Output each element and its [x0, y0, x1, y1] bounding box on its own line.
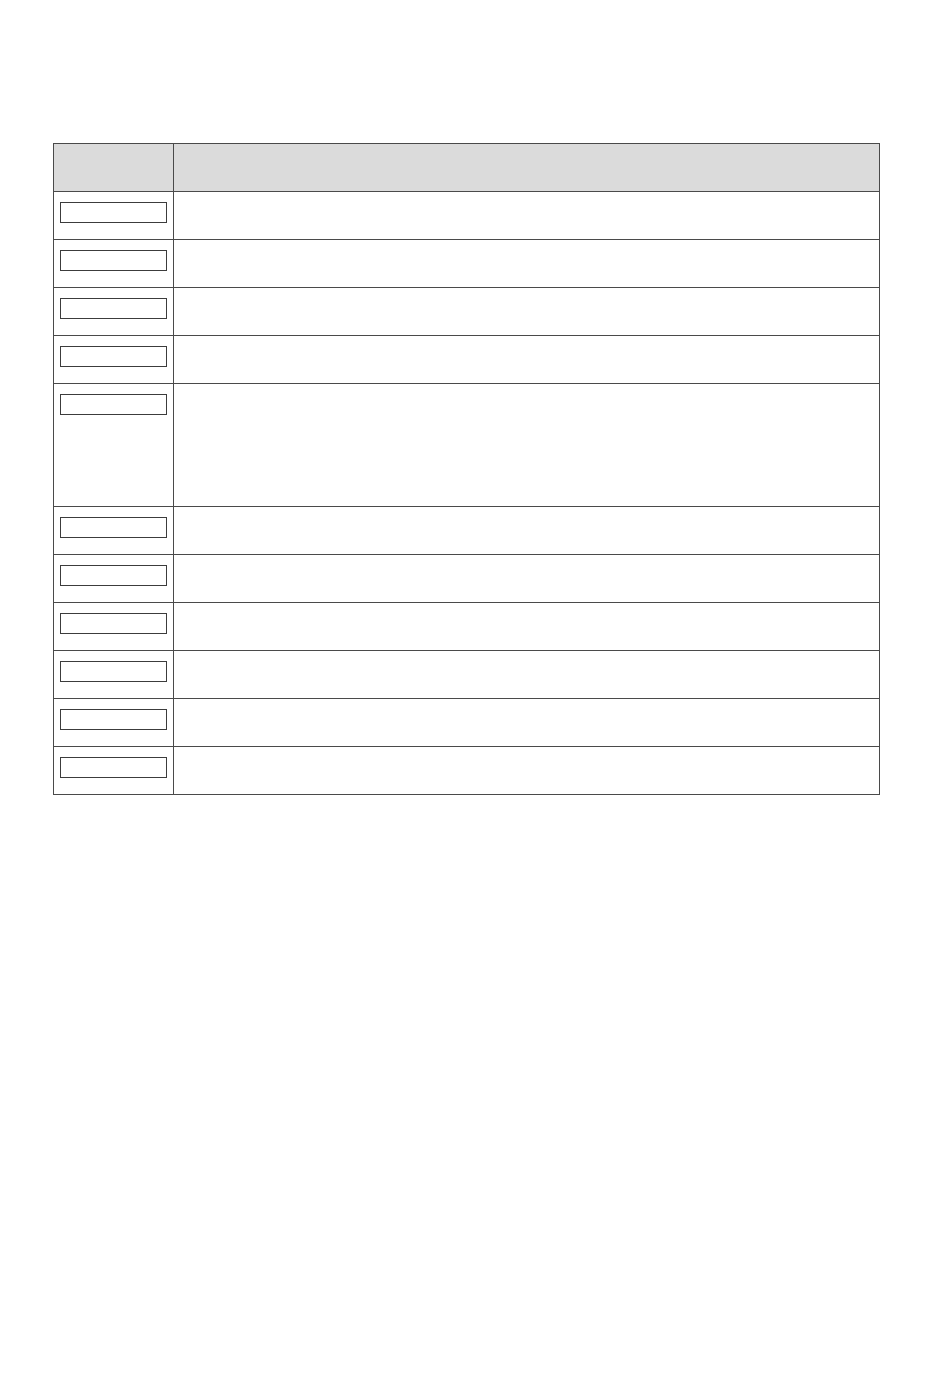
description-cell	[174, 384, 880, 507]
key-box	[60, 709, 167, 730]
description-text	[174, 240, 879, 254]
key-box	[60, 517, 167, 538]
description-text	[174, 384, 879, 398]
key-box	[60, 565, 167, 586]
table-header-row	[54, 144, 880, 192]
table-row	[54, 240, 880, 288]
description-cell	[174, 555, 880, 603]
table-row	[54, 555, 880, 603]
key-box	[60, 394, 167, 415]
key-cell	[54, 240, 174, 288]
key-cell	[54, 555, 174, 603]
description-text	[174, 192, 879, 206]
description-text	[174, 603, 879, 617]
key-cell	[54, 507, 174, 555]
key-cell	[54, 288, 174, 336]
column-header-key	[54, 144, 174, 192]
description-text	[174, 699, 879, 713]
description-cell	[174, 240, 880, 288]
key-cell	[54, 192, 174, 240]
key-box	[60, 346, 167, 367]
description-cell	[174, 288, 880, 336]
table-row	[54, 507, 880, 555]
column-header-key-label	[54, 144, 173, 158]
key-box	[60, 202, 167, 223]
key-box	[60, 613, 167, 634]
description-text	[174, 507, 879, 521]
description-cell	[174, 336, 880, 384]
key-cell	[54, 651, 174, 699]
description-cell	[174, 192, 880, 240]
key-box	[60, 661, 167, 682]
table-row	[54, 336, 880, 384]
table-row	[54, 384, 880, 507]
reference-table	[53, 143, 880, 795]
key-cell	[54, 336, 174, 384]
key-cell	[54, 747, 174, 795]
description-text	[174, 651, 879, 665]
key-cell	[54, 384, 174, 507]
table-row	[54, 651, 880, 699]
description-text	[174, 747, 879, 761]
table-row	[54, 699, 880, 747]
table-row	[54, 192, 880, 240]
key-box	[60, 298, 167, 319]
table-row	[54, 747, 880, 795]
key-cell	[54, 603, 174, 651]
description-cell	[174, 507, 880, 555]
column-header-description	[174, 144, 880, 192]
key-box	[60, 757, 167, 778]
description-cell	[174, 603, 880, 651]
description-cell	[174, 699, 880, 747]
key-box	[60, 250, 167, 271]
table-row	[54, 288, 880, 336]
key-cell	[54, 699, 174, 747]
table-row	[54, 603, 880, 651]
column-header-description-label	[174, 144, 879, 158]
description-text	[174, 336, 879, 350]
description-text	[174, 555, 879, 569]
description-text	[174, 288, 879, 302]
description-cell	[174, 651, 880, 699]
description-cell	[174, 747, 880, 795]
